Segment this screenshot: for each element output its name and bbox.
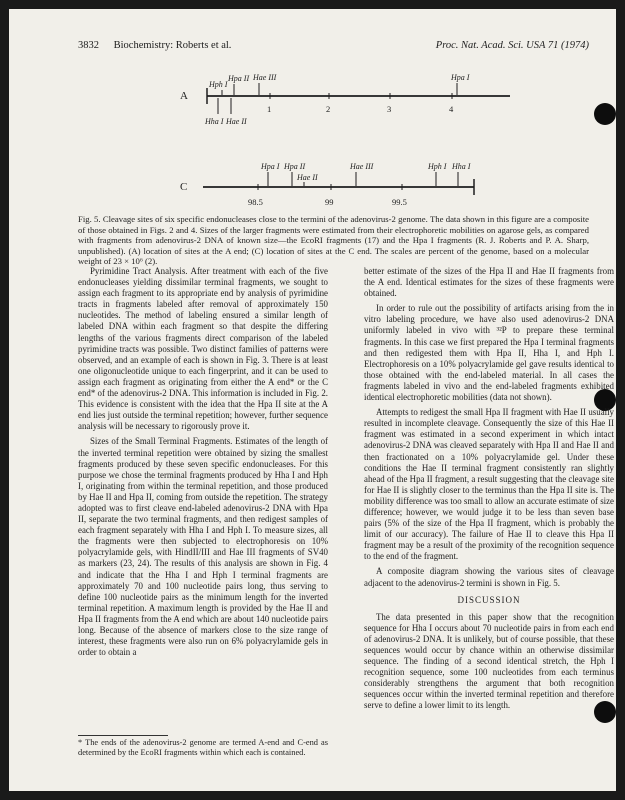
paragraph-terminal-fragment-sizes: Sizes of the Small Terminal Fragments. Estimates of the length of the inverted terminal repetition were obtained by sizing the smallest fragments produced by these seven specific endonucleases. For this purpose we chose the terminal fragments produced by Hha I and Hph I, originating from within the terminal repetition, and those produced by Hae II and Hpa II, coming from outside the repetition. The strategy adopted was to first cleave end-labeled adenovirus-2 DNA with Hpa II, separate the two terminal fragments, and then redigest samples of each fragment separately with Hha I and Hph I. To measure sizes, all the fragments were then subjected to electrophoresis on 10% polyacrylamide gels, with HindII/III and Hae III fragments of SV40 as markers (23, 24). The results of this analysis are shown in Fig. 4 and indicate that the Hha I and Hph I terminal fragments are approximately 70 and 100 nucleotide pairs long, thus serving to define 100 nucleotide pairs as the minimum length for the inverted terminal repetition. A maximum length is provided by the Hae II and Hpa II fragments from the A end which are about 140 nucleotide pairs long. Because of the absence of markers close to the size range of interest, these fragments were also run on 6% polyacrylamide gels in order to obtain a <box>78 436 328 658</box>
c-scale-99: 99 <box>325 197 334 207</box>
paragraph-hae2-redigest: Attempts to redigest the small Hpa II fragment with Hae II usually resulted in incomplete cleavage. Consequently the size of this Hae II fragment was estimated in a second experiment in which intact adenovirus-2 DNA was cleaved separately with Hpa II and Hae II and then fractionated on a 10% polyacrylamide gel. Under these conditions the Hae II terminal fragment consistently ran slightly ahead of the Hpa II fragment, a result suggesting that the cleavage site for Hae II is slightly closer to the terminus than the Hpa II site is. The mobility difference was too small to allow an accurate estimate of size difference; however, we would judge it to be less than seven base pairs (5% of the size of the Hpa II fragment, which is probably the limit of our accuracy). The failure of Hae II to cleave this Hpa II fragment may be a result of the proximity of the recognition sequence to the end of the fragment. <box>364 407 614 562</box>
c-site-hae2: Hae II <box>297 173 318 182</box>
footnote: * The ends of the adenovirus-2 genome are termed A-end and C-end as determined by the EcoRI fragments within which each is contained. <box>78 738 328 758</box>
panel-a-label: A <box>180 90 188 102</box>
a-site-hpa2: Hpa II <box>228 74 250 83</box>
a-scale-1: 1 <box>267 104 272 114</box>
page-number: 3832 <box>78 40 99 51</box>
a-site-hae3: Hae III <box>253 73 277 82</box>
a-site-hae2: Hae II <box>226 117 247 126</box>
c-site-hph1: Hph I <box>428 162 447 171</box>
c-scale-98-5: 98.5 <box>248 197 263 207</box>
footnote-rule <box>78 735 168 736</box>
figure-5-diagram <box>0 60 625 210</box>
running-head-left: Biochemistry: Roberts et al. <box>113 40 232 51</box>
a-scale-3: 3 <box>387 104 392 114</box>
paragraph-continuation: better estimate of the sizes of the Hpa II and Hae II fragments from the A end. Identical estimates for the sizes of these fragments were obtained. <box>364 266 614 299</box>
paragraph-in-vivo-labeling: In order to rule out the possibility of artifacts arising from the in vitro labeling procedure, we have also used adenovirus-2 DNA uniformly labeled in vivo with ³²P to prepare these terminal fragments. In this case we first prepared the Hpa I terminal fragments and then redigested them with Hpa II, Hha I, and Hph I. Electrophoresis on a 10% polyacrylamide gel gave results identical to those obtained with the end-labeled material. In all cases the fragments labeled in vivo and the end-labeled fragments exhibited identical electrophoretic mobilities (data not shown). <box>364 303 614 403</box>
page-header <box>78 40 589 51</box>
a-scale-4: 4 <box>449 104 454 114</box>
c-scale-99-5: 99.5 <box>392 197 407 207</box>
c-site-hha1: Hha I <box>452 162 471 171</box>
a-site-hpa1: Hpa I <box>451 73 470 82</box>
section-title-discussion: DISCUSSION <box>457 594 521 605</box>
a-site-hph1: Hph I <box>209 80 228 89</box>
paragraph-discussion: The data presented in this paper show that the recognition sequence for Hha I occurs about 70 nucleotide pairs in from each end of adenovirus-2 DNA. It is unlikely, but of course possible, that these sequences would occur by chance within an otherwise dissimilar sequence. The finding of a second identical stretch, the Hph I recognition sequence, some 100 nucleotides from each terminus considerably strengthens the argument that both recognition sequences occur within the inverted terminal repetition and therefore serve to define a lower limit to its length. <box>364 611 614 711</box>
figure-caption: Fig. 5. Cleavage sites of six specific endonucleases close to the termini of the adenovirus-2 genome. The data shown in this figure are a composite of those obtained in Figs. 2 and 4. Sizes of the larger fragments were estimated from their electrophoretic mobilities on agarose gels, as compared with fragments from adenovirus-2 DNA of known size—the EcoRI fragments (17) and the Hpa I fragments (R. J. Roberts and P. A. Sharp, unpublished). (A) location of sites at the A end; (C) location of sites at the C end. The scales are percent of the genome, based on a molecular weight of 23 × 10⁶ (2). <box>78 214 589 267</box>
a-site-hha1: Hha I <box>205 117 224 126</box>
text-column-right <box>364 266 614 716</box>
c-site-hpa1: Hpa I <box>261 162 280 171</box>
c-site-hae3: Hae III <box>350 162 374 171</box>
paragraph-pyrimidine-tract: Pyrimidine Tract Analysis. After treatment with each of the five endonucleases yielding dissimilar terminal fragments, we sought to assign each fragment to its appropriate end by analysis of pyrimidine tracts in fragments labeled after removal of approximately 150 nucleotides. The method of labeling ensured a similar length of labeled DNA within each fragment so that despite the differing lengths of the various fragments direct comparison of the labeled pyrimidine tracts was possible. Two distinct families of patterns were observed, and an example of each is shown in Fig. 3. There is at least one oligonucleotide unique to each fingerprint, and it can be used to assign each fragment as originating from either the A end* or the C end* of the adenovirus-2 DNA. This information is included in Fig. 2. This evidence is consistent with the idea that the Hpa II site at the A end lies just outside the terminal repetition; however, further sequence analysis will be necessary to rigorously prove it. <box>78 266 328 432</box>
running-head-right: Proc. Nat. Acad. Sci. USA 71 (1974) <box>435 40 589 51</box>
c-site-hpa2: Hpa II <box>284 162 306 171</box>
text-column-left <box>78 266 328 662</box>
a-scale-2: 2 <box>326 104 331 114</box>
paragraph-composite-diagram: A composite diagram showing the various sites of cleavage adjacent to the adenovirus-2 termini is shown in Fig. 5. <box>364 566 614 588</box>
panel-c-label: C <box>180 181 188 193</box>
